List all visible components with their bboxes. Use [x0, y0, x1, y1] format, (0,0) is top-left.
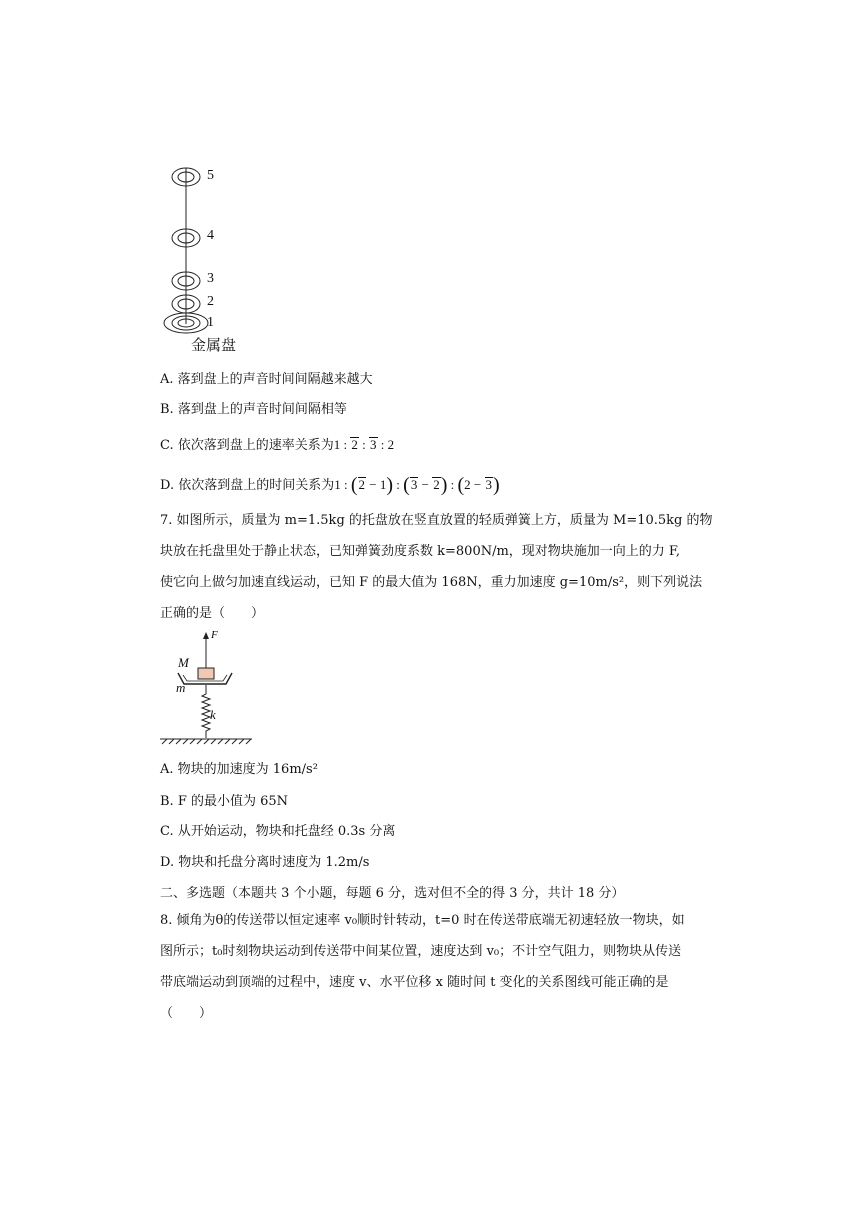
ring-label-2: 2 [207, 294, 214, 309]
speed-ratio-formula: 1 : 2 : 3 : 2 [333, 437, 395, 452]
ring-label-5: 5 [207, 168, 214, 183]
q6-option-c-text: C. 依次落到盘上的速率关系为 [160, 438, 334, 453]
spring-tray-figure [158, 628, 258, 746]
q8-line-4: （ ） [160, 1006, 213, 1021]
q6-option-a: A. 落到盘上的声音时间间隔越来越大 [160, 372, 373, 387]
block-rect [198, 668, 214, 679]
ring-label-1: 1 [207, 315, 214, 330]
ground-hatch [162, 739, 251, 744]
falling-rings-figure [155, 160, 265, 360]
q6-option-d [160, 474, 500, 497]
section-2-heading: 二、多选题（本题共 3 个小题，每题 6 分，选对但不全的得 3 分，共计 18 分） [160, 886, 625, 901]
q6-option-b: B. 落到盘上的声音时间间隔相等 [160, 402, 347, 417]
q7-stem [160, 505, 720, 629]
q8-stem [160, 905, 720, 1029]
q7-option-a: A. 物块的加速度为 16m/s² [160, 762, 318, 777]
q7-option-d: D. 物块和托盘分离时速度为 1.2m/s [160, 855, 370, 870]
ring-label-3: 3 [207, 271, 214, 286]
q6-option-d-text: D. 依次落到盘上的时间关系为 [160, 478, 335, 493]
q7-line-2: 块放在托盘里处于静止状态，已知弹簧劲度系数 k=800N/m，现对物块施加一向上的力 F, [160, 544, 681, 559]
q7-option-c: C. 从开始运动，物块和托盘经 0.3s 分离 [160, 824, 396, 839]
block-mass-label: M [178, 655, 189, 670]
plate-label: 金属盘 [191, 336, 237, 354]
q8-line-3: 带底端运动到顶端的过程中，速度 v、水平位移 x 随时间 t 变化的关系图线可能正确的是 [160, 975, 669, 990]
spring-tray-diagram [158, 628, 258, 746]
force-arrow-head [203, 632, 209, 639]
spring-constant-label: k [210, 707, 216, 722]
tray-mass-label: m [176, 680, 186, 695]
q8-line-1: 8. 倾角为θ的传送带以恒定速率 v₀顺时针转动，t=0 时在传送带底端无初速轻放一物块，如 [160, 913, 685, 928]
force-label: F [211, 629, 218, 641]
q6-option-c [160, 434, 394, 453]
q8-line-2: 图所示；t₀时刻物块运动到传送带中间某位置，速度达到 v₀；不计空气阻力，则物块从传送 [160, 944, 682, 959]
q7-line-1: 7. 如图所示，质量为 m=1.5kg 的托盘放在竖直放置的轻质弹簧上方，质量为 M=10.5kg 的物 [160, 513, 713, 528]
q7-option-b: B. F 的最小值为 65N [160, 794, 289, 809]
time-ratio-formula: 1 : (2 − 1) : (3 − 2) : (2 − 3) [334, 474, 500, 496]
q7-line-3: 使它向上做匀加速直线运动，已知 F 的最大值为 168N，重力加速度 g=10m/s²，则下列说法 [160, 575, 703, 590]
ring-label-4: 4 [207, 228, 214, 243]
spring-coil [202, 685, 210, 738]
q7-line-4: 正确的是（ ） [160, 606, 265, 621]
